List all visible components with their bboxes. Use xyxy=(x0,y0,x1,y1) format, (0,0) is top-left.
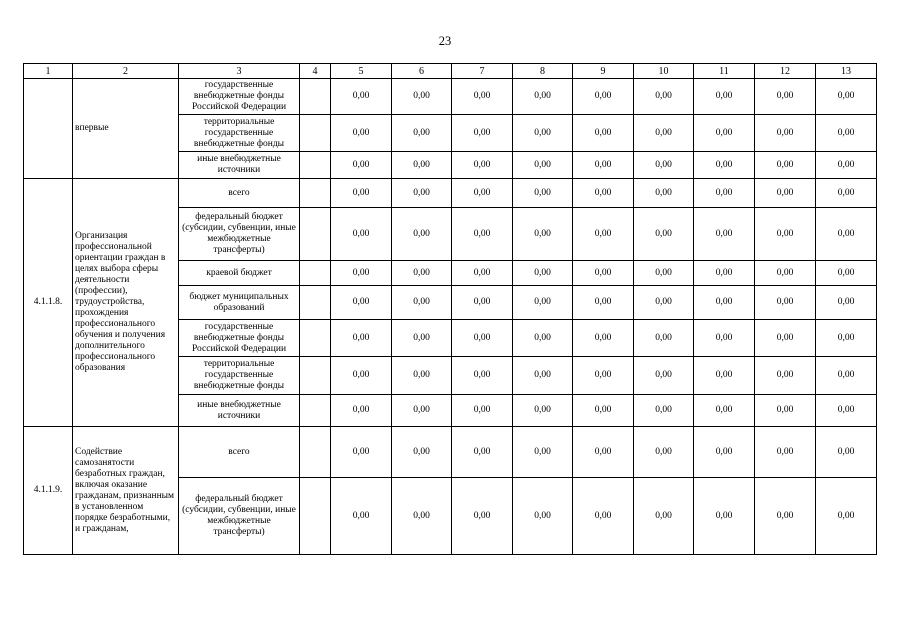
value-cell: 0,00 xyxy=(816,320,877,357)
value-cell: 0,00 xyxy=(755,320,816,357)
funding-source: бюджет муниципальных образований xyxy=(179,286,300,320)
value-cell: 0,00 xyxy=(452,478,513,555)
value-cell: 0,00 xyxy=(513,478,573,555)
value-cell: 0,00 xyxy=(513,152,573,179)
value-cell: 0,00 xyxy=(513,115,573,152)
column-4-cell xyxy=(300,320,331,357)
value-cell: 0,00 xyxy=(634,395,694,427)
value-cell: 0,00 xyxy=(755,179,816,208)
value-cell: 0,00 xyxy=(634,261,694,286)
table-row xyxy=(24,79,877,115)
value-cell: 0,00 xyxy=(392,208,452,261)
value-cell: 0,00 xyxy=(513,427,573,478)
value-cell: 0,00 xyxy=(392,115,452,152)
value-cell: 0,00 xyxy=(392,286,452,320)
value-cell: 0,00 xyxy=(331,152,392,179)
funding-source: территориальные государственные внебюджетные фонды xyxy=(179,115,300,152)
value-cell: 0,00 xyxy=(694,79,755,115)
column-header: 9 xyxy=(573,64,634,79)
value-cell: 0,00 xyxy=(573,320,634,357)
value-cell: 0,00 xyxy=(392,261,452,286)
value-cell: 0,00 xyxy=(573,152,634,179)
value-cell: 0,00 xyxy=(392,395,452,427)
table-row xyxy=(24,427,877,478)
column-header: 13 xyxy=(816,64,877,79)
section-name: Содействие самозанятости безработных граждан, включая оказание гражданам, признанным в установленном порядке безработными, и гражданам, xyxy=(73,427,179,555)
funding-source: всего xyxy=(179,179,300,208)
value-cell: 0,00 xyxy=(452,357,513,395)
value-cell: 0,00 xyxy=(694,357,755,395)
value-cell: 0,00 xyxy=(694,261,755,286)
value-cell: 0,00 xyxy=(634,115,694,152)
value-cell: 0,00 xyxy=(513,357,573,395)
value-cell: 0,00 xyxy=(392,79,452,115)
funding-source: государственные внебюджетные фонды Российской Федерации xyxy=(179,79,300,115)
value-cell: 0,00 xyxy=(331,357,392,395)
value-cell: 0,00 xyxy=(816,427,877,478)
value-cell: 0,00 xyxy=(331,261,392,286)
value-cell: 0,00 xyxy=(392,357,452,395)
value-cell: 0,00 xyxy=(634,179,694,208)
value-cell: 0,00 xyxy=(452,208,513,261)
value-cell: 0,00 xyxy=(694,152,755,179)
value-cell: 0,00 xyxy=(694,427,755,478)
value-cell: 0,00 xyxy=(331,427,392,478)
value-cell: 0,00 xyxy=(392,179,452,208)
value-cell: 0,00 xyxy=(755,427,816,478)
value-cell: 0,00 xyxy=(573,115,634,152)
column-header: 6 xyxy=(392,64,452,79)
column-4-cell xyxy=(300,79,331,115)
value-cell: 0,00 xyxy=(513,79,573,115)
value-cell: 0,00 xyxy=(816,286,877,320)
value-cell: 0,00 xyxy=(452,79,513,115)
funding-source: краевой бюджет xyxy=(179,261,300,286)
value-cell: 0,00 xyxy=(573,286,634,320)
value-cell: 0,00 xyxy=(331,208,392,261)
column-4-cell xyxy=(300,208,331,261)
value-cell: 0,00 xyxy=(392,152,452,179)
column-4-cell xyxy=(300,427,331,478)
value-cell: 0,00 xyxy=(452,261,513,286)
value-cell: 0,00 xyxy=(331,395,392,427)
column-header: 10 xyxy=(634,64,694,79)
value-cell: 0,00 xyxy=(755,115,816,152)
value-cell: 0,00 xyxy=(513,208,573,261)
column-header: 4 xyxy=(300,64,331,79)
value-cell: 0,00 xyxy=(634,79,694,115)
column-4-cell xyxy=(300,179,331,208)
value-cell: 0,00 xyxy=(816,395,877,427)
value-cell: 0,00 xyxy=(634,478,694,555)
column-header: 2 xyxy=(73,64,179,79)
value-cell: 0,00 xyxy=(755,152,816,179)
value-cell: 0,00 xyxy=(634,357,694,395)
value-cell: 0,00 xyxy=(816,79,877,115)
value-cell: 0,00 xyxy=(634,427,694,478)
value-cell: 0,00 xyxy=(331,286,392,320)
value-cell: 0,00 xyxy=(755,395,816,427)
value-cell: 0,00 xyxy=(694,179,755,208)
value-cell: 0,00 xyxy=(694,395,755,427)
value-cell: 0,00 xyxy=(755,357,816,395)
page-number: 23 xyxy=(438,34,452,48)
value-cell: 0,00 xyxy=(816,115,877,152)
value-cell: 0,00 xyxy=(816,357,877,395)
funding-source: федеральный бюджет (субсидии, субвенции, иные межбюджетные трансферты) xyxy=(179,208,300,261)
column-header: 7 xyxy=(452,64,513,79)
column-4-cell xyxy=(300,357,331,395)
value-cell: 0,00 xyxy=(634,208,694,261)
value-cell: 0,00 xyxy=(513,395,573,427)
column-header: 8 xyxy=(513,64,573,79)
value-cell: 0,00 xyxy=(634,320,694,357)
value-cell: 0,00 xyxy=(392,478,452,555)
value-cell: 0,00 xyxy=(816,261,877,286)
value-cell: 0,00 xyxy=(573,208,634,261)
value-cell: 0,00 xyxy=(452,115,513,152)
section-name: Организация профессиональной ориентации граждан в целях выбора сферы деятельности (профессии), трудоустройства, прохождения профессионального обучения и получения дополнительного профессионального образования xyxy=(73,179,179,427)
value-cell: 0,00 xyxy=(634,152,694,179)
value-cell: 0,00 xyxy=(816,152,877,179)
value-cell: 0,00 xyxy=(694,115,755,152)
column-4-cell xyxy=(300,286,331,320)
funding-source: федеральный бюджет (субсидии, субвенции, иные межбюджетные трансферты) xyxy=(179,478,300,555)
column-4-cell xyxy=(300,261,331,286)
value-cell: 0,00 xyxy=(513,286,573,320)
column-4-cell xyxy=(300,478,331,555)
value-cell: 0,00 xyxy=(634,286,694,320)
value-cell: 0,00 xyxy=(755,261,816,286)
value-cell: 0,00 xyxy=(513,261,573,286)
value-cell: 0,00 xyxy=(755,478,816,555)
value-cell: 0,00 xyxy=(755,208,816,261)
value-cell: 0,00 xyxy=(573,261,634,286)
column-header: 3 xyxy=(179,64,300,79)
header-row xyxy=(24,64,877,79)
value-cell: 0,00 xyxy=(331,79,392,115)
column-header: 5 xyxy=(331,64,392,79)
section-code: 4.1.1.8. xyxy=(24,179,73,427)
section-code xyxy=(24,79,73,179)
value-cell: 0,00 xyxy=(392,320,452,357)
column-header: 12 xyxy=(755,64,816,79)
section-name: впервые xyxy=(73,79,179,179)
funding-source: территориальные государственные внебюджетные фонды xyxy=(179,357,300,395)
funding-source: иные внебюджетные источники xyxy=(179,395,300,427)
value-cell: 0,00 xyxy=(573,357,634,395)
value-cell: 0,00 xyxy=(452,395,513,427)
column-4-cell xyxy=(300,115,331,152)
value-cell: 0,00 xyxy=(694,208,755,261)
value-cell: 0,00 xyxy=(694,320,755,357)
value-cell: 0,00 xyxy=(513,179,573,208)
value-cell: 0,00 xyxy=(513,320,573,357)
funding-source: иные внебюджетные источники xyxy=(179,152,300,179)
section-code: 4.1.1.9. xyxy=(24,427,73,555)
value-cell: 0,00 xyxy=(392,427,452,478)
value-cell: 0,00 xyxy=(755,79,816,115)
value-cell: 0,00 xyxy=(452,152,513,179)
column-4-cell xyxy=(300,395,331,427)
value-cell: 0,00 xyxy=(452,320,513,357)
value-cell: 0,00 xyxy=(331,179,392,208)
value-cell: 0,00 xyxy=(452,286,513,320)
value-cell: 0,00 xyxy=(573,79,634,115)
column-header: 1 xyxy=(24,64,73,79)
value-cell: 0,00 xyxy=(331,320,392,357)
value-cell: 0,00 xyxy=(331,115,392,152)
budget-table xyxy=(23,63,877,555)
value-cell: 0,00 xyxy=(573,179,634,208)
value-cell: 0,00 xyxy=(816,208,877,261)
funding-source: государственные внебюджетные фонды Российской Федерации xyxy=(179,320,300,357)
value-cell: 0,00 xyxy=(573,427,634,478)
funding-source: всего xyxy=(179,427,300,478)
value-cell: 0,00 xyxy=(755,286,816,320)
value-cell: 0,00 xyxy=(573,478,634,555)
value-cell: 0,00 xyxy=(573,395,634,427)
value-cell: 0,00 xyxy=(694,286,755,320)
value-cell: 0,00 xyxy=(331,478,392,555)
column-4-cell xyxy=(300,152,331,179)
value-cell: 0,00 xyxy=(816,179,877,208)
value-cell: 0,00 xyxy=(694,478,755,555)
value-cell: 0,00 xyxy=(816,478,877,555)
value-cell: 0,00 xyxy=(452,427,513,478)
column-header: 11 xyxy=(694,64,755,79)
table-row xyxy=(24,179,877,208)
value-cell: 0,00 xyxy=(452,179,513,208)
